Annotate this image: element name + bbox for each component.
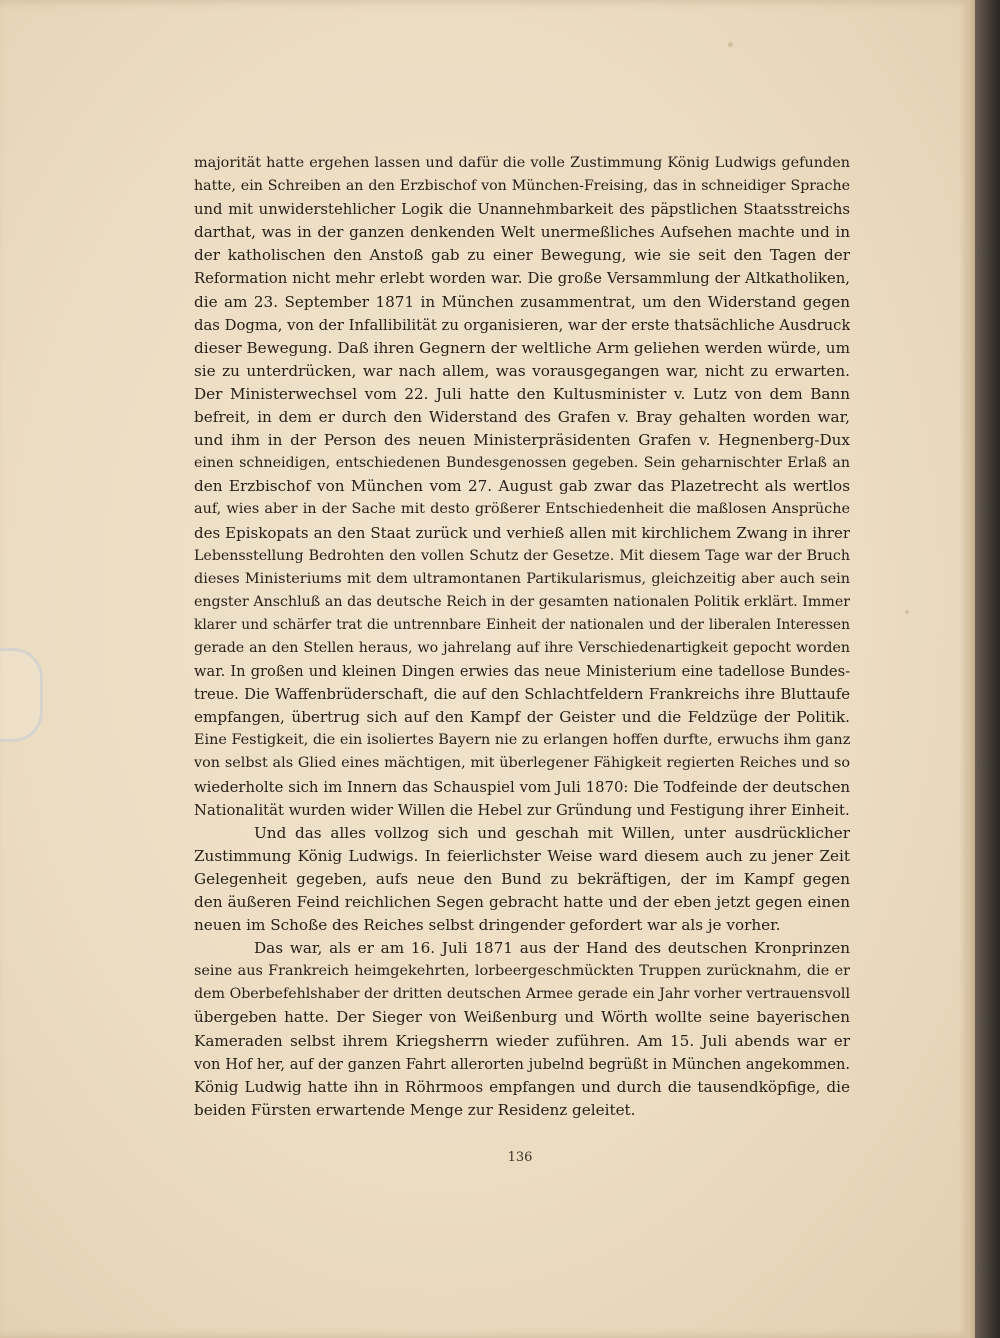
text-line: hatte, ein Schreiben an den Erzbischof von München-Freising, das in schneidiger Sprache <box>194 178 850 195</box>
text-line: dieses Ministeriums mit dem ultramontanen Partikularismus, gleichzeitig aber auch sein <box>194 570 850 587</box>
text-line: die am 23. September 1871 in München zusammentrat, um den Widerstand gegen <box>194 292 850 311</box>
text-line: war. In großen und kleinen Dingen erwies das neue Ministerium eine tadellose Bundes- <box>194 663 850 681</box>
text-line: der katholischen den Anstoß gab zu einer Bewegung, wie sie seit den Tagen der <box>194 246 850 265</box>
text-line: beiden Fürsten erwartende Menge zur Residenz geleitet. <box>194 1100 636 1119</box>
text-line: darthat, was in der ganzen denkenden Welt unermeßliches Aufsehen machte und in <box>194 223 850 242</box>
text-line: den Erzbischof von München vom 27. August gab zwar das Plazetrecht als wertlos <box>194 477 850 496</box>
paper-stain <box>728 42 733 47</box>
text-line: das Dogma, von der Infallibilität zu organisieren, war der erste thatsächliche Ausdruck <box>194 316 850 334</box>
text-line: von selbst als Glied eines mächtigen, mit überlegener Fähigkeit regierten Reiches und so <box>194 755 850 772</box>
text-line: Der Ministerwechsel vom 22. Juli hatte den Kultusminister v. Lutz von dem Bann <box>194 384 850 403</box>
text-line: treue. Die Waffenbrüderschaft, die auf den Schlachtfeldern Frankreichs ihre Bluttaufe <box>194 686 850 704</box>
text-line: Zustimmung König Ludwigs. In feierlichster Weise ward diesem auch zu jener Zeit <box>194 846 850 865</box>
text-line: König Ludwig hatte ihn in Röhrmoos empfangen und durch die tausendköpfige, die <box>194 1077 850 1096</box>
text-line: befreit, in dem er durch den Widerstand des Grafen v. Bray gehalten worden war, <box>194 408 850 427</box>
book-spine <box>975 0 1000 1338</box>
text-line: einen schneidigen, entschiedenen Bundesgenossen gegeben. Sein geharnischter Erlaß an <box>194 455 850 472</box>
page-body-text <box>194 152 850 1122</box>
text-line: Kameraden selbst ihrem Kriegsherrn wieder zuführen. Am 15. Juli abends war er <box>194 1031 850 1050</box>
text-line: neuen im Schoße des Reiches selbst dringender gefordert war als je vorher. <box>194 916 781 935</box>
text-line: Das war, als er am 16. Juli 1871 aus der Hand des deutschen Kronprinzen <box>254 939 850 958</box>
text-line: engster Anschluß an das deutsche Reich in der gesamten nationalen Politik erklärt. Immer <box>194 593 850 610</box>
text-line: klarer und schärfer trat die untrennbare Einheit der nationalen und der liberalen Interessen <box>194 616 850 633</box>
text-line: den äußeren Feind reichlichen Segen gebracht hatte und der eben jetzt gegen einen <box>194 893 850 911</box>
page-number: 136 <box>507 1150 533 1165</box>
text-line: dieser Bewegung. Daß ihren Gegnern der weltliche Arm geliehen werden würde, um <box>194 338 850 357</box>
text-line: und ihm in der Person des neuen Ministerpräsidenten Grafen v. Hegnenberg-Dux <box>194 431 850 450</box>
text-line: Gelegenheit gegeben, aufs neue den Bund zu bekräftigen, der im Kampf gegen <box>194 869 850 888</box>
text-line: von Hof her, auf der ganzen Fahrt allerorten jubelnd begrüßt in München angekommen. <box>194 1055 850 1073</box>
text-line: majorität hatte ergehen lassen und dafür die volle Zustimmung König Ludwigs gefunden <box>194 155 850 171</box>
text-line: Nationalität wurden wider Willen die Hebel zur Gründung und Festigung ihrer Einheit. <box>194 801 850 819</box>
paper-stain <box>905 610 909 614</box>
text-line: wiederholte sich im Innern das Schauspiel vom Juli 1870: Die Todfeinde der deutschen <box>194 778 850 796</box>
text-line: auf, wies aber in der Sache mit desto größerer Entschiedenheit die maßlosen Ansprüche <box>194 501 850 518</box>
text-line: dem Oberbefehlshaber der dritten deutschen Armee gerade ein Jahr vorher vertrauensvoll <box>194 986 850 1003</box>
text-line: sie zu unterdrücken, war nach allem, was vorausgegangen war, nicht zu erwarten. <box>194 361 850 380</box>
text-line: Reformation nicht mehr erlebt worden war. Die große Versammlung der Altkatholiken, <box>194 270 850 288</box>
text-line: empfangen, übertrug sich auf den Kampf der Geister und die Feldzüge der Politik. <box>194 708 850 727</box>
text-line: Lebensstellung Bedrohten den vollen Schutz der Gesetze. Mit diesem Tage war der Bruch <box>194 547 850 564</box>
page-clip <box>0 648 43 742</box>
text-line: Eine Festigkeit, die ein isoliertes Bayern nie zu erlangen hoffen durfte, erwuchs ihm ganz <box>194 732 850 749</box>
text-line: übergeben hatte. Der Sieger von Weißenburg und Wörth wollte seine bayerischen <box>194 1008 850 1027</box>
text-line: des Episkopats an den Staat zurück und verhieß allen mit kirchlichem Zwang in ihrer <box>194 523 850 542</box>
text-line: seine aus Frankreich heimgekehrten, lorbeergeschmückten Truppen zurücknahm, die er <box>194 963 850 980</box>
text-line: und mit unwiderstehlicher Logik die Unannehmbarkeit des päpstlichen Staatsstreichs <box>194 201 850 219</box>
text-line: gerade an den Stellen heraus, wo jahrelang auf ihre Verschiedenartigkeit gepocht worden <box>194 639 850 656</box>
text-line: Und das alles vollzog sich und geschah mit Willen, unter ausdrücklicher <box>254 823 850 842</box>
